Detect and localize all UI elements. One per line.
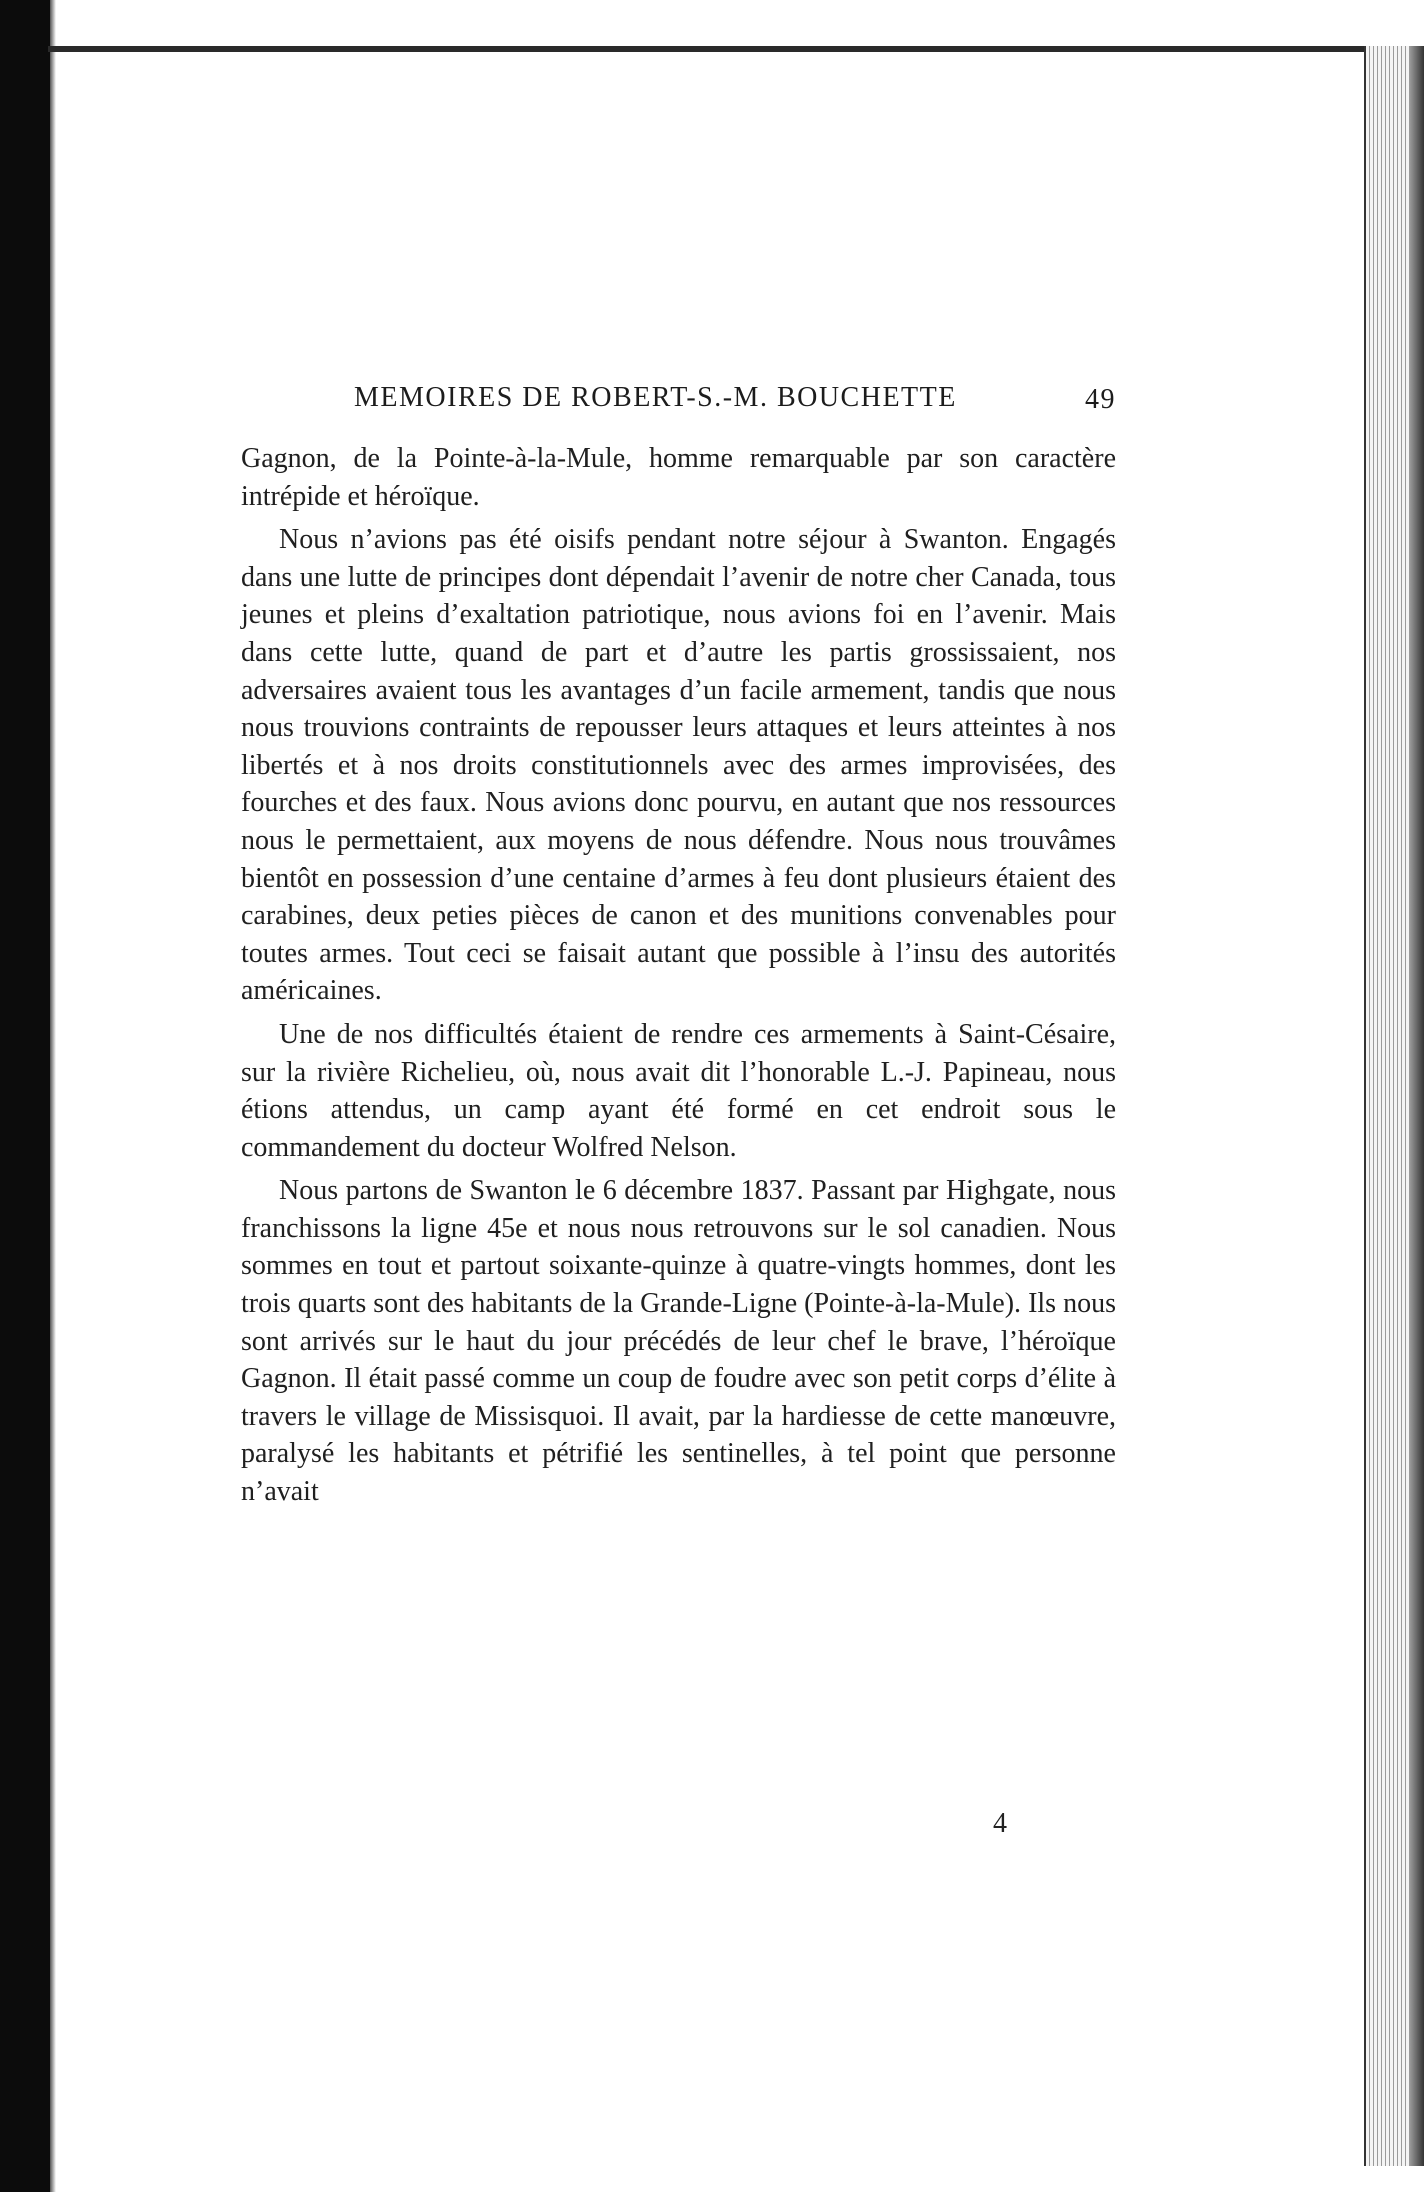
page-stack-shadow (1410, 46, 1424, 2166)
paragraph-continuation: Gagnon, de la Pointe-à-la-Mule, homme remarquable par son caractère intrépide et héroïque. (241, 443, 1116, 512)
body-text (241, 440, 1116, 1517)
paragraph: Nous n’avions pas été oisifs pendant notre séjour à Swanton. Engagés dans une lutte de principes dont dépendait l’avenir de notre cher Canada, tous jeunes et pleins d’exaltation patriotique, nous avions foi en l’avenir. Mais dans cette lutte, quand de part et d’autre les partis grossissaient, nos adversaires avaient tous les avantages d’un facile armement, tandis que nous nous trouvions contraints de repousser leurs attaques et leurs atteintes à nos libertés et à nos droits constitutionnels avec des armes improvisées, des fourches et des faux. Nous avions donc pourvu, en autant que nos ressources nous le permettaient, aux moyens de nous défendre. Nous nous trouvâmes bientôt en possession d’une centaine d’armes à feu dont plusieurs étaient des carabines, deux peties pièces de canon et des munitions convenables pour toutes armes. Tout ceci se faisait autant que possible à l’insu des autorités américaines. (241, 524, 1116, 1007)
running-head-title: MEMOIRES DE ROBERT-S.-M. BOUCHETTE (354, 382, 957, 413)
book-page (56, 52, 1364, 2176)
page-number: 49 (1085, 384, 1116, 415)
paragraph: Une de nos difficultés étaient de rendre ces armements à Saint-Césaire, sur la rivière Richelieu, où, nous avait dit l’honorable L.-J. Papineau, nous étions attendus, un camp ayant été formé en cet endroit sous le commandement du docteur Wolfred Nelson. (241, 1018, 1116, 1163)
running-head (354, 382, 1116, 422)
paragraph: Nous partons de Swanton le 6 décembre 1837. Passant par Highgate, nous franchissons la ligne 45e et nous nous retrouvons sur le sol canadien. Nous sommes en tout et partout soixante-quinze à quatre-vingts hommes, dont les trois quarts sont des habitants de la Grande-Ligne (Pointe-à-la-Mule). Ils nous sont arrivés sur le haut du jour précédés de leur chef le brave, l’héroïque Gagnon. Il était passé comme un coup de foudre avec son petit corps d’élite à travers le village de Missisquoi. Il avait, par la hardiesse de cette manœuvre, paralysé les habitants et pétrifié les sentinelles, à tel point que personne n’avait (241, 1175, 1116, 1508)
signature-mark: 4 (993, 1808, 1007, 1839)
scan-dark-border (0, 0, 50, 2192)
